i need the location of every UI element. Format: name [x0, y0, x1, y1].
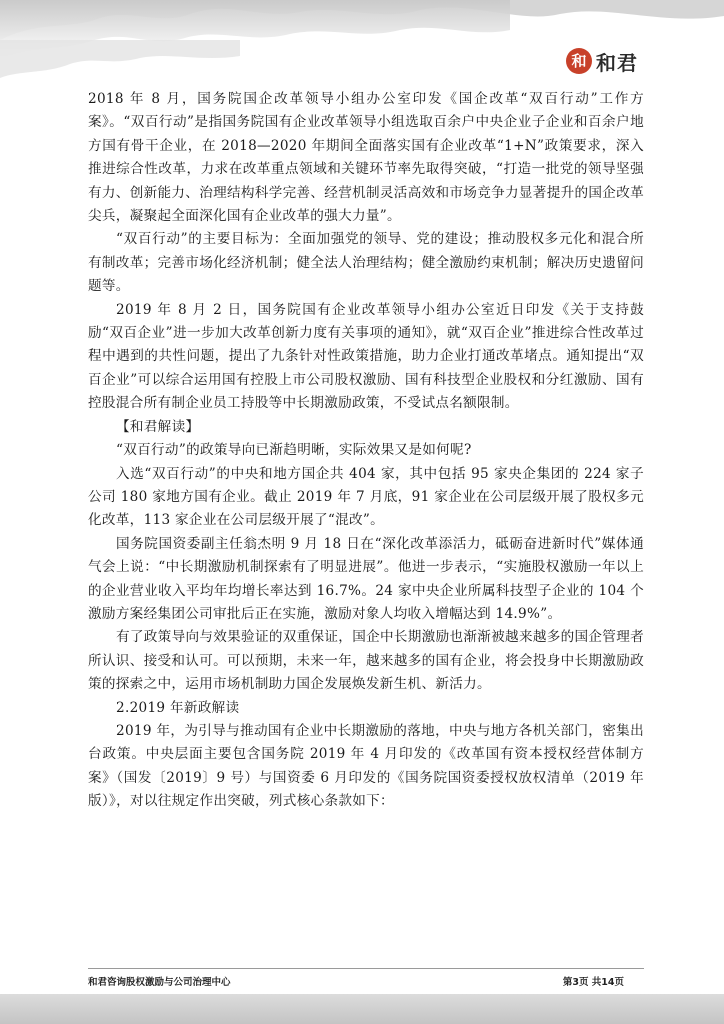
page-number: 第3页 共14页 [562, 977, 624, 988]
paragraph-8: 2019 年，为引导与推动国有企业中长期激励的落地，中央与地方各机关部门，密集出台政策。中央层面主要包含国务院 2019 年 4 月印发的《改革国有资本授权经营体制方案》（国发〔2019〕9 号）与国资委 6 月印发的《国务院国资委授权放权清单（2019 年版）》，对以往规定作出突破，列式核心条款如下： [88, 722, 644, 810]
paragraph-2: “双百行动”的主要目标为：全面加强党的领导、党的建设；推动股权多元化和混合所有制改革；完善市场化经济机制；健全法人治理结构；健全激励约束机制；解决历史遗留问题等。 [88, 231, 644, 295]
paragraph-4: “双百行动”的政策导向已渐趋明晰，实际效果又是如何呢? [116, 442, 472, 459]
paragraph-3: 2019 年 8 月 2 日，国务院国有企业改革领导小组办公室近日印发《关于支持鼓励“双百企业”进一步加大改革创新力度有关事项的通知》，就“双百企业”推进综合性改革过程中遇到的共性问题，提出了九条针对性政策措施，助力企业打通改革堵点。通知提出“双百企业”可以综合运用国有控股上市公司股权激励、国有科技型企业股权和分红激励、国有控股混合所有制企业员工持股等中长期激励政策，不受试点名额限制。 [88, 301, 644, 412]
footer-org-name: 和君咨询股权激励与公司治理中心 [88, 977, 231, 988]
logo-text: 和君 [596, 50, 638, 75]
section-heading-2019: 2.2019 年新政解读 [116, 699, 240, 716]
paragraph-6: 国务院国资委副主任翁杰明 9 月 18 日在“深化改革添活力，砥砺奋进新时代”媒体通气会上说：“中长期激励机制探索有了明显进展”。他进一步表示，“实施股权激励一年以上的企业营业收入平均年均增长率达到 16.7%。24 家中央企业所属科技型子企业的 104 个激励方案经集团公司审批后正在实施，激励对象人均收入增幅达到 14.9%”。 [88, 535, 644, 622]
logo-seal-icon: 和 [566, 48, 592, 74]
section-heading-hejun: 【和君解读】 [116, 418, 200, 435]
paragraph-7: 有了政策导向与效果验证的双重保证，国企中长期激励也渐渐被越来越多的国企管理者所认识、接受和认可。可以预期，未来一年，越来越多的国有企业，将会投身中长期激励政策的探索之中，运用市场机制助力国企发展焕发新生机、新活力。 [88, 629, 644, 693]
paragraph-1: 2018 年 8 月，国务院国企改革领导小组办公室印发《国企改革“双百行动”工作方案》。“双百行动”是指国务院国有企业改革领导小组选取百余户中央企业子企业和百余户地方国有骨干企业，在 2018—2020 年期间全面落实国有企业改革“1+N”政策要求，深入推进综合性改革，力求在改革重点领域和关键环节率先取得突破，“打造一批党的领导坚强有力、创新能力、治理结构科学完善、经营机制灵活高效和市场竞争力显著提升的国企改革尖兵，凝聚起全面深化国有企业改革的强大力量”。 [88, 91, 644, 225]
footer-divider [88, 968, 644, 969]
footer-bar [0, 994, 724, 1024]
paragraph-5: 入选“双百行动”的中央和地方国企共 404 家，其中包括 95 家央企集团的 224 家子公司 180 家地方国有企业。截止 2019 年 7 月底，91 家企业在公司层级开展了股权多元化改革，113 家企业在公司层级开展了“混改”。 [88, 465, 644, 529]
document-body [88, 88, 644, 814]
brand-logo [566, 44, 638, 78]
